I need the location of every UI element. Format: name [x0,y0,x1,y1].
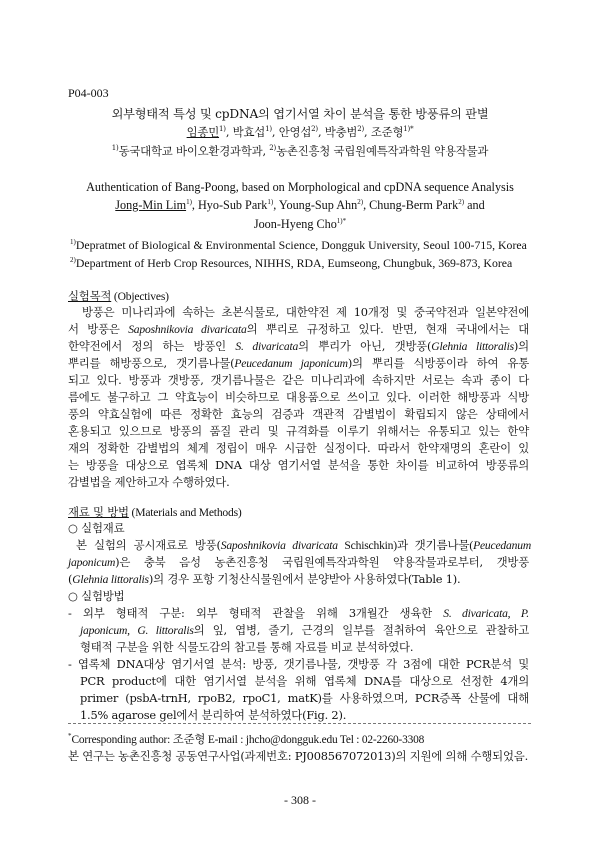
abstract-code: P04-003 [68,86,109,100]
materials-subheading: ○ 실험재료 [68,521,125,535]
text-line: 혼용되고 있으므로 방풍의 품질 관리 및 규격화를 이루기 위해서는 유통되고 있는 한약 [68,424,529,438]
author: , 박충범 [317,125,358,139]
affil-mark: 2) [311,125,318,134]
text-line: 서 방풍은 Saposhnikovia divaricata의 뿌리로 규정하고 있다. 반면, 현재 국내에서는 대 [68,322,530,336]
english-affiliation-1 [70,238,527,253]
text-line: 풍의 약효실험에 따른 정확한 효능의 검증과 객관적 감별법이 확립되지 않은 상태에서 [68,407,529,421]
affil-mark: 1) [111,144,119,153]
korean-title: 외부형태적 특성 및 cpDNA의 엽기서열 차이 분석을 통한 방풍류의 판별 [111,107,489,121]
text-line: - 외부 형태적 구분: 외부 형태적 관찰을 위해 3개월간 생육한 S. divaricata, P. [68,606,529,620]
text-line: 뿌리를 해방풍으로, 갯기름나물(Peucedanum japonicum)의 뿌리를 식방풍이라 하여 유통 [68,356,530,370]
text-line: 방풍은 미나리과에 속하는 초본식물로, 대한약전 제 10개정 및 중국약전과 일본약전에 [82,305,529,319]
text-line: primer (psbA-trnH, rpoB2, rpoC1, matK)를 사용하였으며, PCR증폭 산물에 대해 [80,691,529,705]
text-line: 감별법을 제안하고자 수행하였다. [68,475,230,489]
heading-kr: 재료 및 방법 [68,505,129,519]
footnote-corresponding [68,731,424,747]
affil-mark: 1) [265,125,272,134]
affil-mark: 2) [269,144,277,153]
text-line: 되고 있다. 방풍과 갯방풍, 갯기름나물은 같은 미나리과에 속하지만 서로는 속과 종이 다 [68,373,529,387]
affil-mark: 2) [70,256,76,265]
author: , 박효섭 [225,125,266,139]
text-line: 형태적 구분을 위한 식물도감의 참고를 통해 자료를 비교 분석하였다. [80,640,414,654]
author: , Hyo-Sub Park [191,198,268,212]
methods-subheading: ○ 실험방법 [68,589,125,603]
footnote-funding: 본 연구는 농촌진흥청 공동연구사업(과제번호: PJ008567072013)의 지원에 의해 수행되었음. [68,749,528,763]
affil-mark: 1)* [336,216,347,225]
objectives-heading [68,288,169,304]
author: , Young-Sup Ahn [273,198,358,212]
affil-mark: 2) [458,197,465,206]
author: Joon-Hyeng Cho [253,217,337,231]
affil-mark: 1) [186,197,192,206]
english-title: Authentication of Bang-Poong, based on Morphological and cpDNA sequence Analysis [86,180,514,194]
page-number: - 308 - [284,793,316,807]
korean-authors [60,124,540,140]
english-affiliation-2 [70,256,512,271]
footnote-text: Corresponding author: 조준형 E-mail : jhcho@dongguk.edu Tel : 02-2260-3308 [71,734,425,746]
methods-heading [68,504,242,520]
heading-en: (Materials and Methods) [128,506,242,519]
affiliation: 농촌진흥청 국립원예특작과학원 약용작물과 [276,144,489,158]
author: and [464,198,485,212]
affiliation: 동국대학교 바이오환경과학과, [118,144,270,158]
english-authors [60,198,540,213]
footnote-mark: * [68,732,72,741]
author-lead: 임종민 [186,125,220,139]
affil-mark: 2) [357,197,364,206]
affil-mark: 1) [267,197,274,206]
heading-en: (Objectives) [111,290,169,303]
affiliation: Depratmet of Biological & Environmental Science, Dongguk University, Seoul 100-715, Korea [75,238,527,252]
english-authors-line2 [60,217,540,232]
text-line: 는 방풍을 대상으로 엽록체 DNA 대상 염기서열 분석을 통한 차이를 비교하여 방풍류의 [68,458,529,472]
affiliation: Department of Herb Crop Resources, NIHHS, RDA, Eumseong, Chungbuk, 369-873, Korea [75,256,513,270]
text-line: PCR product에 대한 염기서열 분석을 위해 엽록체 DNA를 대상으로 선정한 4개의 [80,674,529,688]
affil-mark: 1) [219,125,226,134]
text-line: - 엽록체 DNA대상 염기서열 분석: 방풍, 갯기름나물, 갯방풍 각 3점에 대한 PCR분석 및 [68,657,529,671]
author: , 안영섭 [271,125,312,139]
author-lead: Jong-Min Lim [115,198,187,212]
affil-mark: 2) [357,125,365,134]
text-line: (Glehnia littoralis)의 경우 포항 기청산식물원에서 분양받아 사용하였다(Table 1). [68,572,461,586]
author: , Chung-Berm Park [363,198,459,212]
text-line: 한약전에서 정의 하는 방풍인 S. divaricata의 뿌리가 아닌, 갯방풍(Glehnia littoralis)의 [68,339,529,353]
text-line: japonicum, G. littoralis의 잎, 엽병, 줄기, 근경의 일부를 절취하여 육안으로 관찰하고 [80,623,529,637]
footnote-divider [68,723,531,724]
author: , 조준형 [364,125,404,139]
text-line: 1.5% agarose gel에서 분리하여 분석하였다(Fig. 2). [80,708,347,722]
text-line: 본 실험의 공시재료로 방풍(Saposhnikovia divaricata Schischkin)과 갯기름나물(Peucedanum [76,538,531,552]
heading-kr: 실험목적 [68,289,112,303]
affil-mark: 1)* [403,125,414,134]
text-line: 름에도 불구하고 그 약효능이 비슷하므로 대용품으로 쓰이고 있다. 이러한 해방풍과 식방 [68,390,529,404]
korean-affiliations [60,143,540,159]
affil-mark: 1) [70,238,76,247]
text-line: 재의 정확한 감별법의 체계 정립이 매우 시급한 실정이다. 따라서 한약재명의 혼란이 있 [68,441,529,455]
text-line: japonicum)은 충북 음성 농촌진흥청 국립원예특작과학원 약용작물과로부터, 갯방풍 [68,555,529,569]
